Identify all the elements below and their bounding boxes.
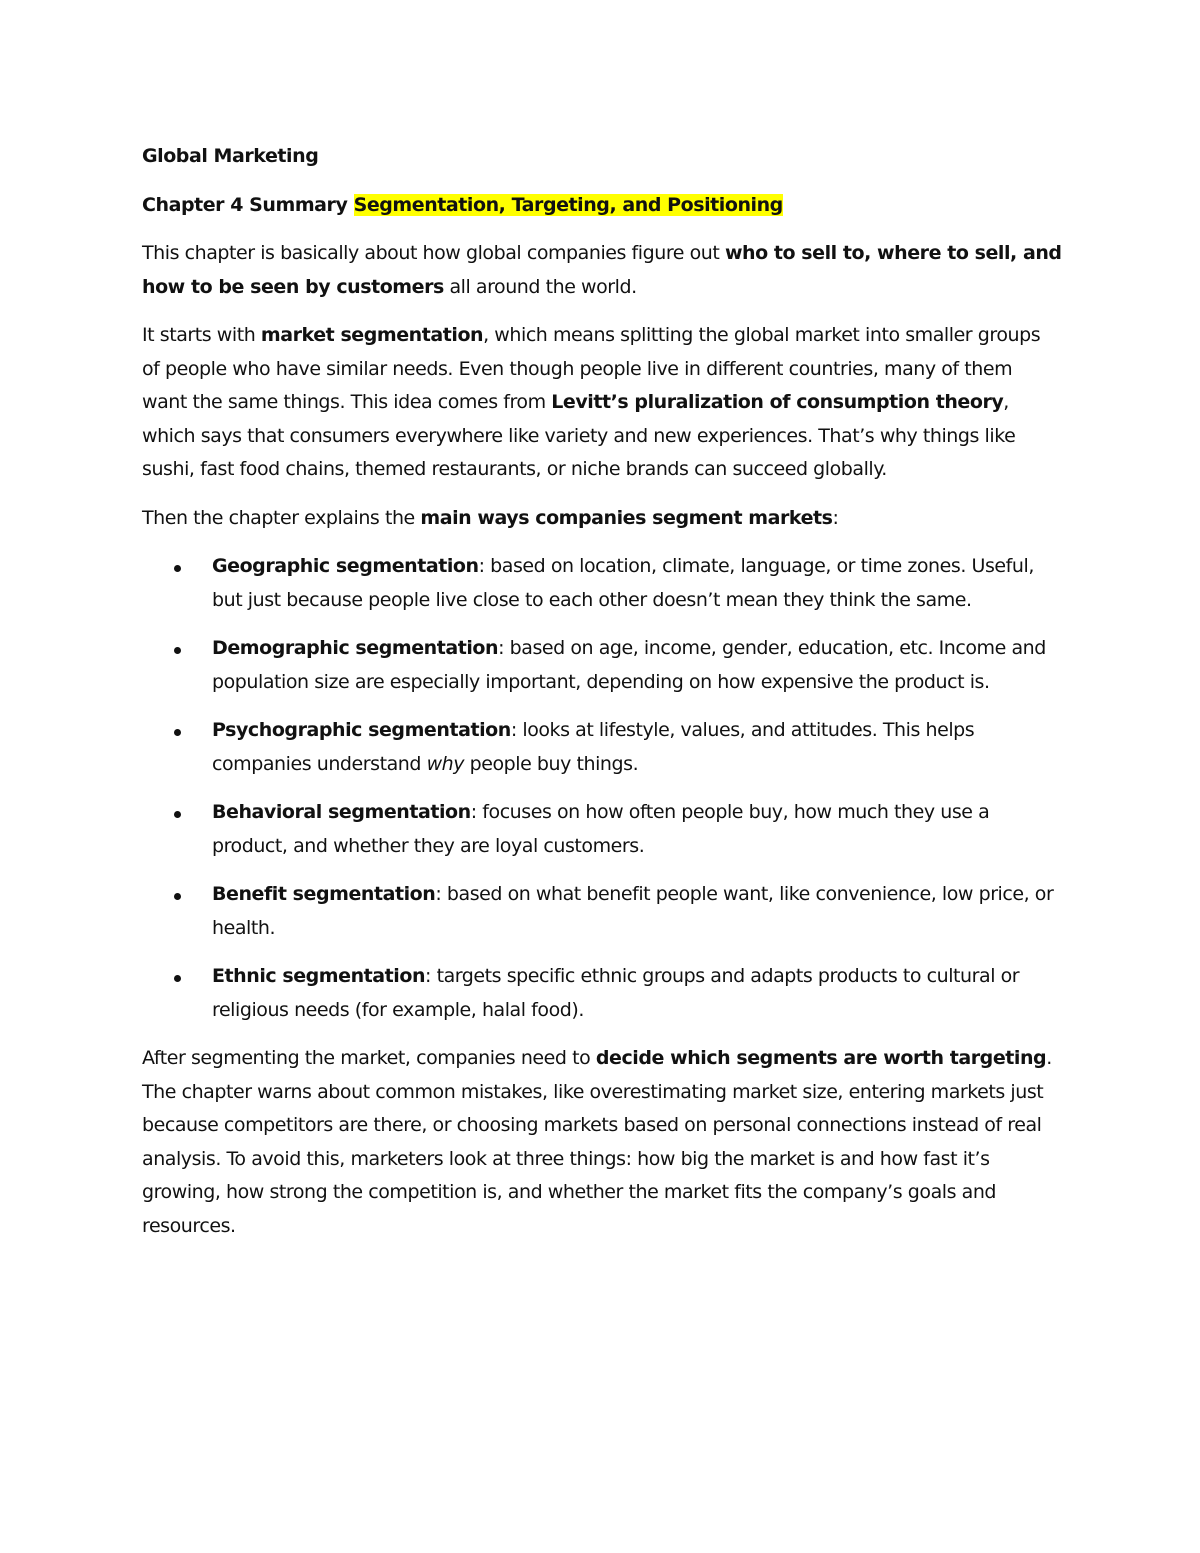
bullet-icon bbox=[174, 565, 181, 572]
segmentation-bold-2: Levitt’s pluralization of consumption theory bbox=[551, 391, 1004, 413]
targeting-text-1: After segmenting the market, companies need to bbox=[142, 1047, 596, 1069]
list-item-geographic bbox=[142, 550, 1062, 617]
intro-text-1: This chapter is basically about how global companies figure out bbox=[142, 242, 725, 264]
bullet-term: Psychographic segmentation bbox=[212, 719, 511, 741]
bullet-icon bbox=[174, 729, 181, 736]
targeting-bold-1: decide which segments are worth targeting bbox=[595, 1047, 1047, 1069]
segmentation-bold-1: market segmentation bbox=[260, 324, 484, 346]
bullet-term: Geographic segmentation bbox=[212, 555, 479, 577]
segmentation-text-2: , which means splitting the global market into smaller groups of people who have similar needs. Even though people live in different countries, many of them want the same things. This idea comes from bbox=[142, 324, 1041, 413]
chapter-prefix: Chapter 4 Summary bbox=[142, 193, 354, 216]
document-title bbox=[142, 140, 1062, 174]
bullet-term: Ethnic segmentation bbox=[212, 965, 426, 987]
bullet-italic: why bbox=[426, 752, 465, 775]
chapter-heading bbox=[142, 189, 1062, 223]
ways-paragraph bbox=[142, 502, 1062, 536]
list-item-behavioral bbox=[142, 796, 1062, 863]
segmentation-types-list bbox=[142, 550, 1062, 1027]
bullet-text-after: people buy things. bbox=[464, 752, 639, 775]
bullet-text: : focuses on how often people buy, how much they use a product, and whether they are loyal customers. bbox=[212, 801, 990, 857]
ways-text-1: Then the chapter explains the bbox=[142, 506, 421, 529]
bullet-text: : based on what benefit people want, like convenience, low price, or health. bbox=[212, 883, 1054, 939]
targeting-text-2: . The chapter warns about common mistakes, like overestimating market size, entering markets just because competitors are there, or choosing markets based on personal connections instead of real analysis. To avoid this, marketers look at three things: how big the market is and how fast it’s growing, how strong the competition is, and whether the market fits the company’s goals and resources. bbox=[142, 1047, 1052, 1237]
bullet-text: : based on location, climate, language, or time zones. Useful, but just because people live close to each other doesn’t mean they think the same. bbox=[212, 555, 1034, 611]
intro-text-2: all around the world. bbox=[443, 275, 637, 298]
chapter-highlight: Segmentation, Targeting, and Positioning bbox=[353, 193, 783, 216]
intro-paragraph bbox=[142, 237, 1062, 304]
bullet-term: Benefit segmentation bbox=[212, 883, 436, 905]
document-title-text: Global Marketing bbox=[142, 145, 319, 167]
bullet-icon bbox=[174, 811, 181, 818]
targeting-paragraph bbox=[142, 1042, 1062, 1243]
segmentation-paragraph bbox=[142, 319, 1062, 487]
segmentation-text-1: It starts with bbox=[142, 324, 261, 346]
list-item-psychographic bbox=[142, 714, 1062, 781]
list-item-benefit bbox=[142, 878, 1062, 945]
bullet-text: : targets specific ethnic groups and adapts products to cultural or religious needs (for example, halal food). bbox=[212, 965, 1020, 1021]
bullet-term: Demographic segmentation bbox=[212, 637, 499, 659]
document-page bbox=[142, 140, 1062, 1258]
bullet-icon bbox=[174, 893, 181, 900]
bullet-icon bbox=[174, 647, 181, 654]
segmentation-text-3: , which says that consumers everywhere like variety and new experiences. That’s why things like sushi, fast food chains, themed restaurants, or niche brands can succeed globally. bbox=[142, 391, 1016, 480]
ways-bold-1: main ways companies segment markets bbox=[420, 506, 833, 529]
intro-bold-1: who to sell to, where to sell, and how to be seen by customers bbox=[142, 242, 1062, 298]
bullet-text: : looks at lifestyle, values, and attitudes. This helps companies understand bbox=[212, 719, 975, 775]
bullet-icon bbox=[174, 975, 181, 982]
list-item-demographic bbox=[142, 632, 1062, 699]
bullet-text: : based on age, income, gender, education, etc. Income and population size are especially important, depending on how expensive the product is. bbox=[212, 637, 1046, 693]
bullet-term: Behavioral segmentation bbox=[212, 801, 471, 823]
list-item-ethnic bbox=[142, 960, 1062, 1027]
ways-text-2: : bbox=[832, 506, 839, 529]
